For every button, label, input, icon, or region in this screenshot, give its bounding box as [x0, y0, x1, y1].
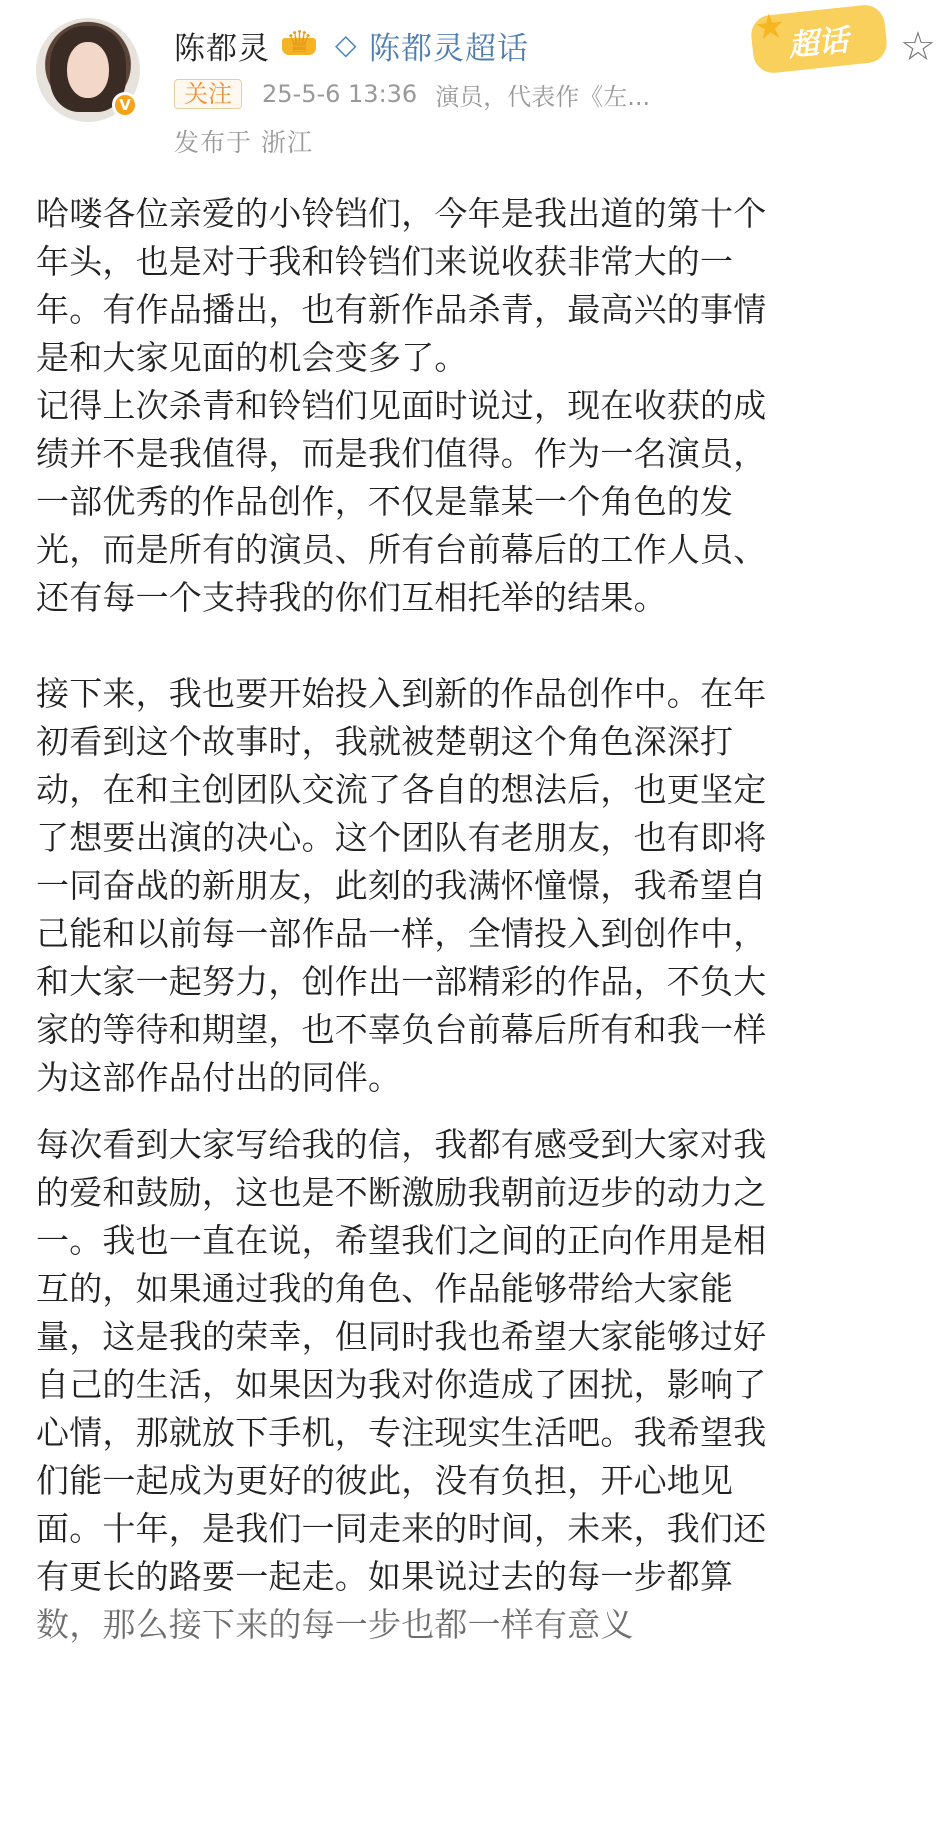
post-line: 一部优秀的作品创作，不仅是靠某一个角色的发 — [36, 482, 734, 521]
paragraph-gap — [36, 1102, 916, 1121]
super-topic-badge[interactable] — [749, 3, 888, 75]
post-line: 接下来，我也要开始投入到新的作品创作中。在年 — [36, 674, 767, 713]
post-line: 一同奋战的新朋友，此刻的我满怀憧憬，我希望自 — [36, 866, 767, 905]
post-line: 有更长的路要一起走。如果说过去的每一步都算 — [36, 1557, 734, 1596]
post-line: 们能一起成为更好的彼此，没有负担，开心地见 — [36, 1461, 734, 1500]
post-line: 的爱和鼓励，这也是不断激励我朝前迈步的动力之 — [36, 1173, 767, 1212]
post-line: 为这部作品付出的同伴。 — [36, 1058, 402, 1097]
user-name[interactable]: 陈都灵 — [174, 30, 270, 67]
author-row — [174, 20, 529, 70]
post-line: 年。有作品播出，也有新作品杀青，最高兴的事情 — [36, 290, 767, 329]
post-line: 了想要出演的决心。这个团队有老朋友，也有即将 — [36, 818, 767, 857]
post-line: 面。十年，是我们一同走来的时间，未来，我们还 — [36, 1509, 767, 1548]
paragraph-spacer — [36, 622, 916, 670]
meta-row — [174, 76, 650, 112]
post-line: 动，在和主创团队交流了各自的想法后，也更坚定 — [36, 770, 767, 809]
post-line: 和大家一起努力，创作出一部精彩的作品，不负大 — [36, 962, 767, 1001]
post-line: 己能和以前每一部作品一样，全情投入到创作中， — [36, 914, 767, 953]
post-line: 家的等待和期望，也不辜负台前幕后所有和我一样 — [36, 1010, 767, 1049]
diamond-icon: ◇ — [335, 28, 357, 61]
super-topic-link[interactable]: 陈都灵超话 — [369, 30, 529, 67]
post-location: 发布于 浙江 — [174, 128, 313, 157]
post-line: 初看到这个故事时，我就被楚朝这个角色深深打 — [36, 722, 734, 761]
post-line: 量，这是我的荣幸，但同时我也希望大家能够过好 — [36, 1317, 767, 1356]
post-line: 光，而是所有的演员、所有台前幕后的工作人员、 — [36, 530, 767, 569]
author-description: 演员，代表作《左... — [435, 82, 651, 111]
post-line: 还有每一个支持我的你们互相托举的结果。 — [36, 578, 667, 617]
post-line: 互的，如果通过我的角色、作品能够带给大家能 — [36, 1269, 734, 1308]
post-line: 绩并不是我值得，而是我们值得。作为一名演员， — [36, 434, 767, 473]
favorite-star-icon[interactable]: ☆ — [900, 24, 936, 70]
post-line: 每次看到大家写给我的信，我都有感受到大家对我 — [36, 1125, 767, 1164]
post-line: 是和大家见面的机会变多了。 — [36, 338, 468, 377]
post-time: 25-5-6 13:36 — [262, 80, 418, 108]
super-topic-badge-label: 超话 — [786, 23, 851, 65]
post-line: 一。我也一直在说，希望我们之间的正向作用是相 — [36, 1221, 767, 1260]
avatar-face — [67, 42, 109, 98]
verified-icon: V — [112, 92, 138, 118]
post-header — [0, 0, 948, 160]
post-content — [36, 190, 916, 1649]
post-line: 记得上次杀青和铃铛们见面时说过，现在收获的成 — [36, 386, 767, 425]
post-line: 自己的生活，如果因为我对你造成了困扰，影响了 — [36, 1365, 767, 1404]
star-icon: ★ — [752, 5, 787, 49]
post-line: 年头，也是对于我和铃铛们来说收获非常大的一 — [36, 242, 734, 281]
post-line: 心情，那就放下手机，专注现实生活吧。我希望我 — [36, 1413, 767, 1452]
post-line: 数，那么接下来的每一步也都一样有意义 — [36, 1605, 634, 1644]
crown-icon — [280, 29, 318, 61]
follow-button[interactable]: 关注 — [174, 79, 242, 109]
post-line: 哈喽各位亲爱的小铃铛们，今年是我出道的第十个 — [36, 194, 767, 233]
